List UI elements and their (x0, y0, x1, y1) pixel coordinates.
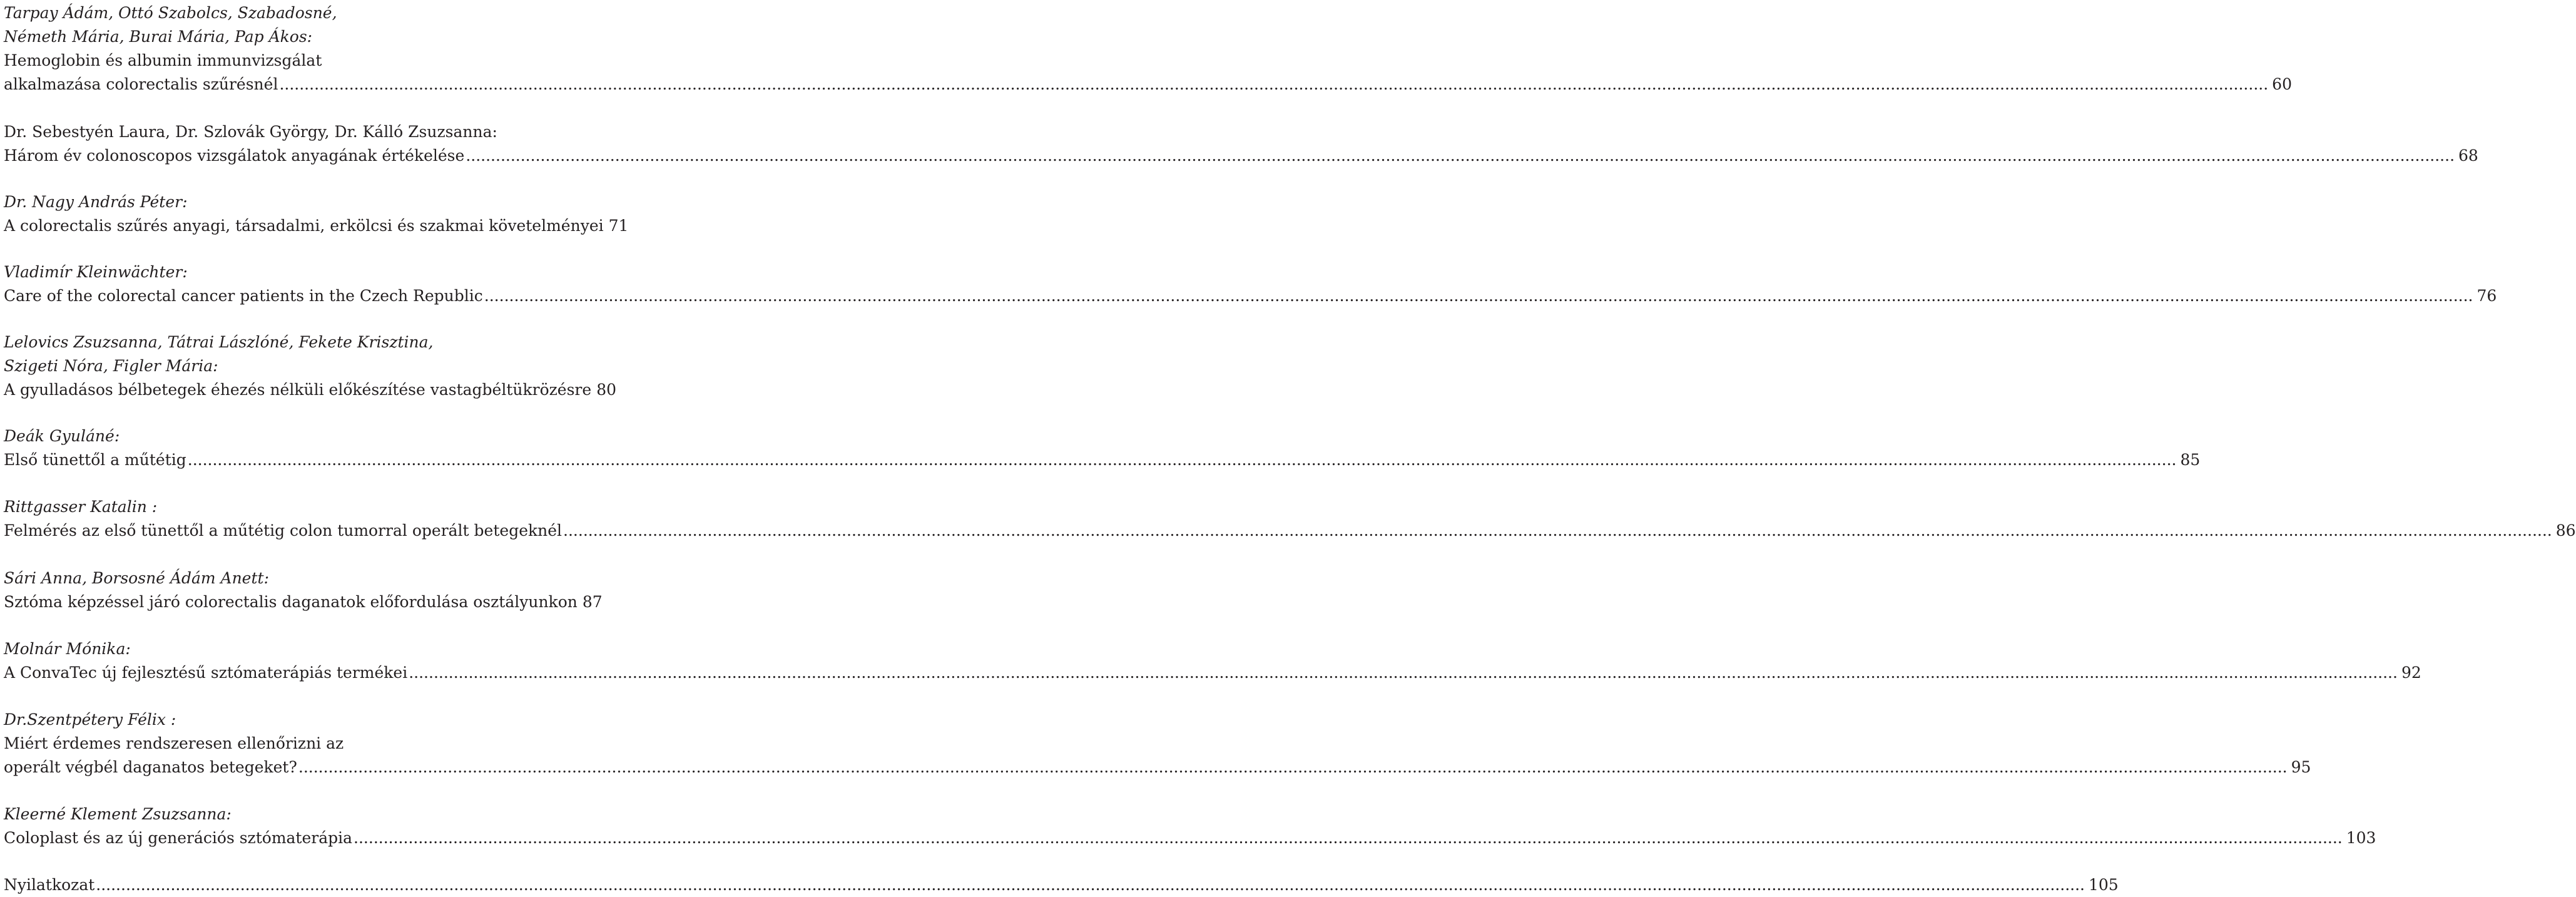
entry-title: Sztóma képzéssel járó colorectalis daganatok előfordulása osztályunkon (4, 593, 578, 611)
entry-authors: Dr.Szentpétery Félix : (4, 710, 176, 729)
entry-title: A ConvaTec új fejlesztésű sztómaterápiás termékei (4, 664, 408, 682)
entry-title: Miért érdemes rendszeresen ellenőrizni az (4, 734, 344, 752)
toc-entry-line[interactable] (4, 73, 2292, 96)
toc-entry-line[interactable] (4, 756, 2311, 779)
entry-authors: Rittgasser Katalin : (4, 498, 158, 516)
dot-leader: ................................................................................................................................................................................................................................................................................................................................................................................................................ (298, 758, 2288, 776)
dot-leader: ................................................................................................................................................................................................................................................................................................................................................................................................................ (409, 664, 2398, 682)
dot-leader: ................................................................................................................................................................................................................................................................................................................................................................................................................ (354, 829, 2343, 847)
entry-authors: Kleerné Klement Zsuzsanna: (4, 805, 232, 823)
toc-entry-line[interactable] (4, 826, 2376, 850)
dot-leader: ................................................................................................................................................................................................................................................................................................................................................................................................................ (187, 451, 2177, 469)
entry-authors: Dr. Nagy András Péter: (4, 193, 188, 211)
page-number: 105 (2088, 876, 2119, 894)
toc-entry-line[interactable] (4, 661, 2421, 685)
page-number: 92 (2401, 664, 2421, 682)
entry-authors: Vladimír Kleinwächter: (4, 263, 188, 281)
entry-title: Care of the colorectal cancer patients in the Czech Republic (4, 287, 483, 305)
entry-title: Első tünettől a műtétig (4, 451, 186, 469)
dot-leader: ................................................................................................................................................................................................................................................................................................................................................................................................................ (563, 521, 2552, 540)
entry-title: A gyulladásos bélbetegek éhezés nélküli előkészítése vastagbéltükrözésre (4, 381, 592, 399)
page-number: 68 (2458, 146, 2478, 165)
toc-entry-line[interactable] (4, 448, 2201, 472)
entry-authors: Molnár Mónika: (4, 640, 131, 658)
toc-entry-line[interactable] (4, 519, 2576, 543)
toc-entry-line[interactable] (4, 144, 2478, 168)
toc-entry-line[interactable] (4, 214, 629, 238)
toc-entry-line[interactable] (4, 284, 2497, 308)
dot-leader: ................................................................................................................................................................................................................................................................................................................................................................................................................ (484, 287, 2473, 305)
page-number: 76 (2477, 287, 2497, 305)
dot-leader: ................................................................................................................................................................................................................................................................................................................................................................................................................ (279, 75, 2269, 93)
dot-leader: ................................................................................................................................................................................................................................................................................................................................................................................................................ (96, 876, 2085, 894)
page-number: 80 (596, 381, 616, 399)
page-number: 60 (2272, 75, 2292, 93)
toc-entry-line[interactable] (4, 378, 616, 402)
entry-title: Coloplast és az új generációs sztómaterápia (4, 829, 353, 847)
entry-authors: Szigeti Nóra, Figler Mária: (4, 357, 218, 375)
dot-leader: ................................................................................................................................................................................................................................................................................................................................................................................................................ (466, 146, 2455, 165)
entry-authors: Dr. Sebestyén Laura, Dr. Szlovák György, Dr. Kálló Zsuzsanna: (4, 123, 497, 141)
entry-authors: Tarpay Ádám, Ottó Szabolcs, Szabadosné, (4, 4, 337, 22)
entry-authors: Sári Anna, Borsosné Ádám Anett: (4, 569, 269, 587)
entry-authors: Deák Gyuláné: (4, 427, 120, 445)
page-number: 85 (2180, 451, 2201, 469)
entry-authors: Németh Mária, Burai Mária, Pap Ákos: (4, 28, 313, 46)
page-number: 86 (2555, 521, 2576, 540)
page-number: 103 (2346, 829, 2376, 847)
entry-title: alkalmazása colorectalis szűrésnél (4, 75, 278, 93)
page-number: 95 (2291, 758, 2311, 776)
entry-title: Nyilatkozat (4, 876, 95, 894)
entry-title: A colorectalis szűrés anyagi, társadalmi, erkölcsi és szakmai követelményei (4, 217, 604, 235)
entry-title: Felmérés az első tünettől a műtétig colon tumorral operált betegeknél (4, 521, 563, 540)
entry-authors: Lelovics Zsuzsanna, Tátrai Lászlóné, Fekete Krisztina, (4, 333, 434, 351)
entry-title: operált végbél daganatos betegeket? (4, 758, 297, 776)
toc-entry-line[interactable] (4, 590, 603, 614)
entry-title: Három év colonoscopos vizsgálatok anyagának értékelése (4, 146, 465, 165)
toc-entry-line[interactable] (4, 873, 2119, 897)
entry-title: Hemoglobin és albumin immunvizsgálat (4, 51, 322, 69)
page-number: 71 (608, 217, 629, 235)
page-number: 87 (582, 593, 603, 611)
